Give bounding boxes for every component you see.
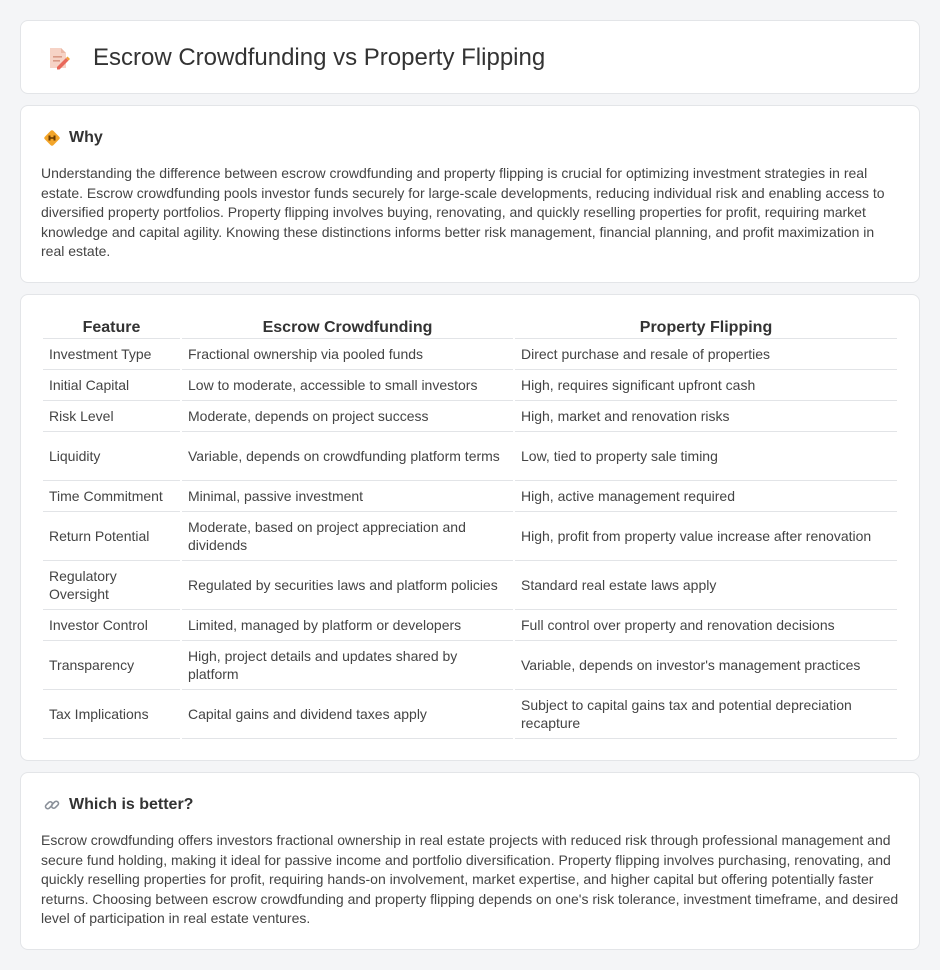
escrow-cell: Moderate, based on project appreciation and dividends bbox=[182, 512, 513, 561]
which-is-better-section bbox=[20, 772, 920, 950]
header-property-flipping: Property Flipping bbox=[515, 317, 897, 339]
header-feature: Feature bbox=[43, 317, 180, 339]
table-row bbox=[43, 512, 897, 561]
flipping-cell: High, profit from property value increase after renovation bbox=[515, 512, 897, 561]
flipping-cell: Low, tied to property sale timing bbox=[515, 432, 897, 481]
flipping-cell: Direct purchase and resale of properties bbox=[515, 339, 897, 370]
table-row bbox=[43, 641, 897, 690]
why-section bbox=[20, 105, 920, 283]
feature-cell: Tax Implications bbox=[43, 690, 180, 739]
escrow-cell: Variable, depends on crowdfunding platform terms bbox=[182, 432, 513, 481]
table-row bbox=[43, 401, 897, 432]
flipping-cell: Variable, depends on investor's management practices bbox=[515, 641, 897, 690]
table-row bbox=[43, 561, 897, 610]
escrow-cell: High, project details and updates shared by platform bbox=[182, 641, 513, 690]
better-title: Which is better? bbox=[69, 796, 194, 813]
link-icon bbox=[43, 796, 61, 814]
escrow-cell: Limited, managed by platform or developers bbox=[182, 610, 513, 641]
better-header bbox=[43, 795, 193, 815]
flipping-cell: High, active management required bbox=[515, 481, 897, 512]
table-row bbox=[43, 610, 897, 641]
header-escrow-crowdfunding: Escrow Crowdfunding bbox=[182, 317, 513, 339]
diamond-warning-icon bbox=[43, 129, 61, 147]
why-header bbox=[43, 128, 103, 148]
escrow-cell: Low to moderate, accessible to small investors bbox=[182, 370, 513, 401]
flipping-cell: Standard real estate laws apply bbox=[515, 561, 897, 610]
comparison-table bbox=[41, 317, 899, 739]
title-row bbox=[45, 43, 545, 73]
feature-cell: Regulatory Oversight bbox=[43, 561, 180, 610]
table-header-row bbox=[43, 317, 897, 339]
feature-cell: Investor Control bbox=[43, 610, 180, 641]
why-title: Why bbox=[69, 129, 103, 146]
escrow-cell: Moderate, depends on project success bbox=[182, 401, 513, 432]
feature-cell: Investment Type bbox=[43, 339, 180, 370]
feature-cell: Liquidity bbox=[43, 432, 180, 481]
page-title: Escrow Crowdfunding vs Property Flipping bbox=[93, 44, 546, 71]
escrow-cell: Regulated by securities laws and platform policies bbox=[182, 561, 513, 610]
feature-cell: Return Potential bbox=[43, 512, 180, 561]
why-text: Understanding the difference between escrow crowdfunding and property flipping is crucial for optimizing investment strategies in real estate. Escrow crowdfunding pools investor funds securely for large-scale developments, reducing individual risk and enabling access to diversified property portfolios. Property flipping involves buying, renovating, and quickly reselling properties for profit, requiring market knowledge and capital agility. Knowing these distinctions informs better risk management, financial planning, and profit maximization in real estate. bbox=[41, 165, 885, 259]
feature-cell: Transparency bbox=[43, 641, 180, 690]
table-row bbox=[43, 339, 897, 370]
document-edit-icon bbox=[45, 45, 71, 71]
escrow-cell: Capital gains and dividend taxes apply bbox=[182, 690, 513, 739]
flipping-cell: Full control over property and renovation decisions bbox=[515, 610, 897, 641]
escrow-cell: Fractional ownership via pooled funds bbox=[182, 339, 513, 370]
table-row bbox=[43, 481, 897, 512]
feature-cell: Initial Capital bbox=[43, 370, 180, 401]
escrow-cell: Minimal, passive investment bbox=[182, 481, 513, 512]
feature-cell: Time Commitment bbox=[43, 481, 180, 512]
flipping-cell: High, requires significant upfront cash bbox=[515, 370, 897, 401]
flipping-cell: High, market and renovation risks bbox=[515, 401, 897, 432]
flipping-cell: Subject to capital gains tax and potential depreciation recapture bbox=[515, 690, 897, 739]
better-text: Escrow crowdfunding offers investors fractional ownership in real estate projects with reduced risk through professional management and secure fund holding, making it ideal for passive income and portfolio diversification. Property flipping involves purchasing, renovating, and quickly reselling properties for profit, requiring hands-on involvement, market expertise, and higher capital but offering potentially faster returns. Choosing between escrow crowdfunding and property flipping depends on one's risk tolerance, investment timeframe, and desired level of participation in real estate ventures. bbox=[41, 832, 899, 926]
table-row bbox=[43, 370, 897, 401]
table-row bbox=[43, 690, 897, 739]
comparison-section bbox=[20, 294, 920, 761]
feature-cell: Risk Level bbox=[43, 401, 180, 432]
title-card bbox=[20, 20, 920, 94]
table-row bbox=[43, 432, 897, 481]
